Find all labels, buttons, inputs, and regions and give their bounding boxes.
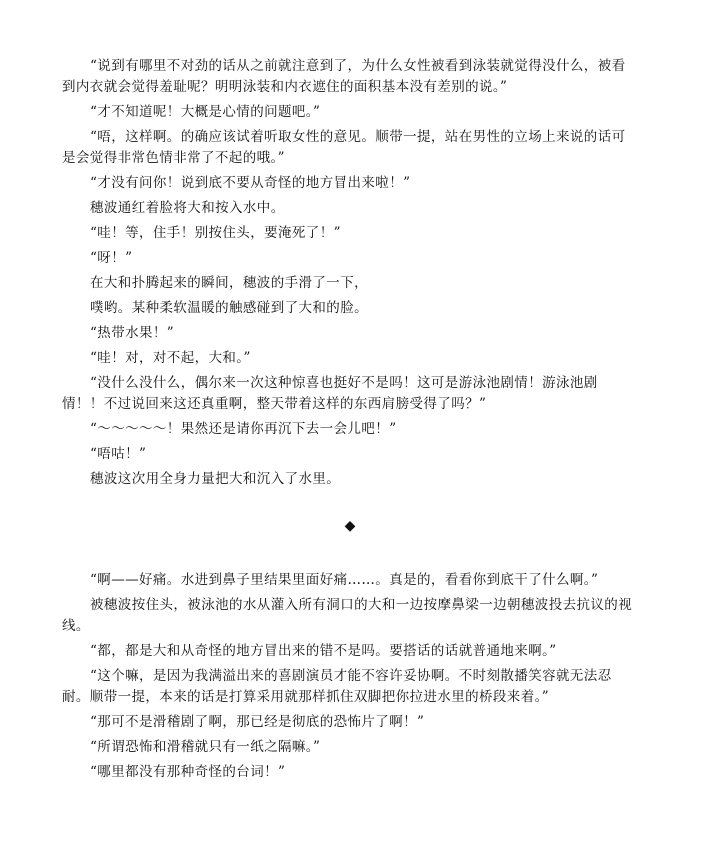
paragraph: “唔咕！” — [90, 446, 147, 462]
paragraph: “这个嘛，是因为我满溢出来的喜剧演员才能不容许妥协啊。不时刻散播笑容就无法忍耐。顺带一提，本来的话是打算采用就那样抓住双脚把你拉进水里的桥段来着。” — [62, 668, 612, 705]
paragraph: “都，都是大和从奇怪的地方冒出来的错不是吗。要搭话的话就普通地来啊。” — [90, 643, 557, 659]
paragraph: “那可不是滑稽剧了啊，那已经是彻底的恐怖片了啊！” — [90, 714, 425, 730]
paragraph: “没什么没什么，偶尔来一次这种惊喜也挺好不是吗！这可是游泳池剧情！游泳池剧情！！不过说回来这还真重啊，整天带着这样的东西肩膀受得了吗？” — [62, 375, 598, 412]
section-divider-diamond-icon: ◆ — [344, 518, 356, 534]
paragraph: “～～～～～！果然还是请你再沉下去一会儿吧！” — [90, 421, 397, 437]
paragraph: “唔，这样啊。的确应该试着听取女性的意见。顺带一提，站在男性的立场上来说的话可是会觉得非常色情非常了不起的哦。” — [62, 129, 626, 166]
paragraph: “哇！对，对不起，大和。” — [90, 350, 251, 366]
paragraph: “啊——好痛。水进到鼻子里结果里面好痛……。真是的，看看你到底干了什么啊。” — [90, 572, 599, 588]
section-one — [62, 56, 638, 490]
paragraph: “才不知道呢！大概是心情的问题吧。” — [90, 104, 321, 120]
paragraph: 被穗波按住头，被泳池的水从灌入所有洞口的大和一边按摩鼻梁一边朝穗波投去抗议的视线。 — [62, 597, 633, 634]
paragraph: “哪里都没有那种奇怪的台词！” — [90, 764, 286, 780]
document-page — [62, 56, 638, 787]
paragraph: 在大和扑腾起来的瞬间，穗波的手滑了一下， — [90, 275, 368, 291]
paragraph: “说到有哪里不对劲的话从之前就注意到了，为什么女性被看到泳装就觉得没什么，被看到内衣就会觉得羞耻呢？明明泳装和内衣遮住的面积基本没有差别的说。” — [62, 58, 626, 95]
paragraph: “哇！等，住手！别按住头，要淹死了！” — [90, 225, 341, 241]
paragraph: “才没有问你！说到底不要从奇怪的地方冒出来啦！” — [90, 175, 411, 191]
paragraph: “呀！” — [90, 250, 133, 266]
paragraph: 穗波这次用全身力量把大和沉入了水里。 — [90, 471, 341, 487]
section-two — [62, 570, 638, 783]
paragraph: 穗波通红着脸将大和按入水中。 — [90, 200, 285, 216]
paragraph: “热带水果！” — [90, 325, 175, 341]
paragraph: “所谓恐怖和滑稽就只有一纸之隔嘛。” — [90, 739, 321, 755]
paragraph: 噗哟。某种柔软温暖的触感碰到了大和的脸。 — [90, 300, 368, 316]
